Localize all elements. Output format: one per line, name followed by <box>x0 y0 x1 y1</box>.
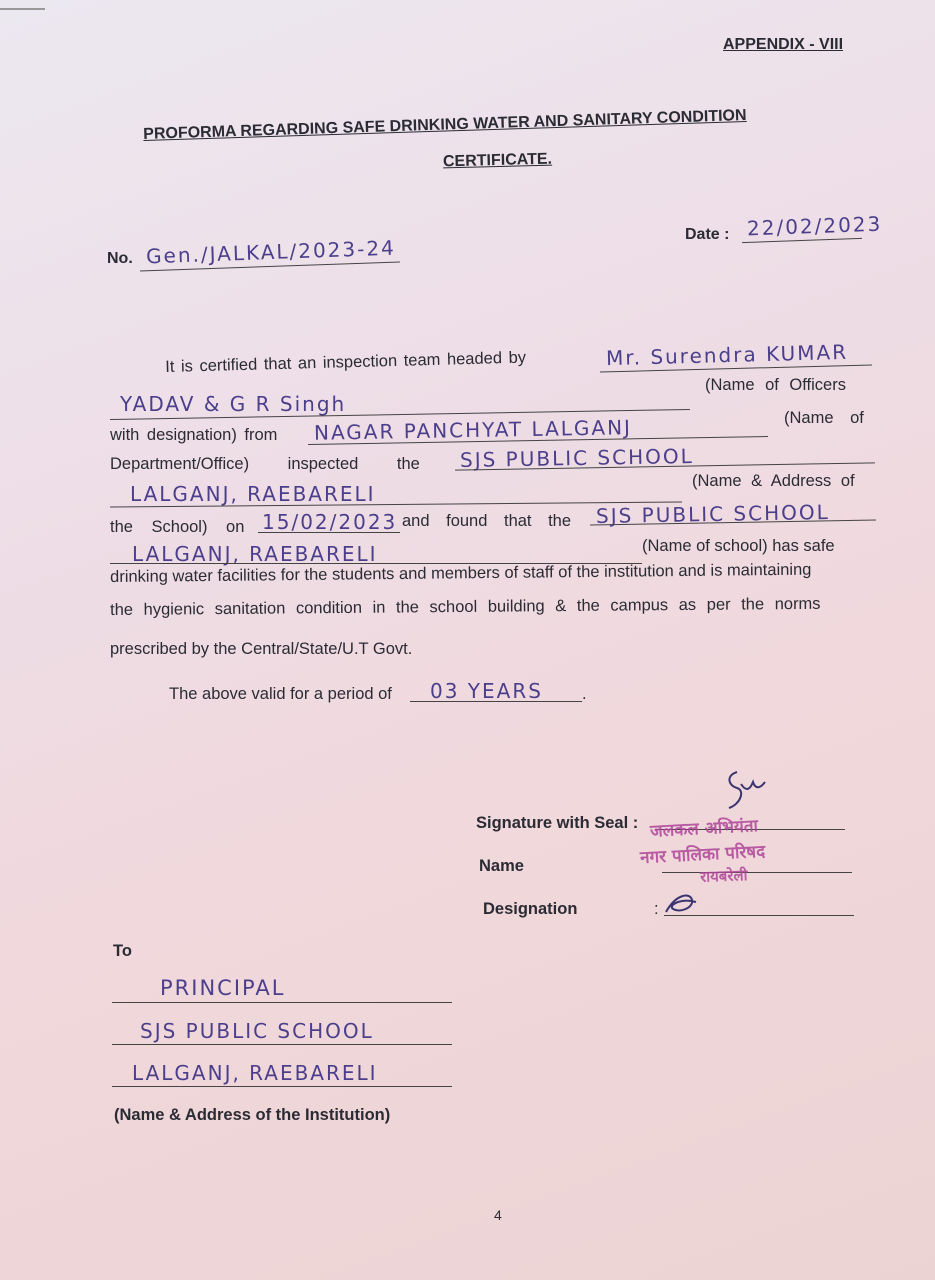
signature-scribble <box>715 768 775 818</box>
to-underline-3 <box>112 1086 452 1087</box>
body-text-11: the hygienic sanitation condition in the school building & the campus as per the norms <box>110 594 821 619</box>
designation-underline <box>664 915 854 916</box>
valid-underline <box>410 701 582 702</box>
officer-line-2: YADAV & G R Singh <box>120 392 347 416</box>
valid-label: The above valid for a period of <box>169 685 392 703</box>
body-text-3: with designation) from <box>110 426 278 444</box>
valid-value: 03 YEARS <box>430 679 543 703</box>
seal-line-3: रायबरेली <box>699 866 748 886</box>
appendix-label: APPENDIX - VIII <box>723 36 844 53</box>
body-text-5: Department/Office) inspected the <box>110 455 420 473</box>
no-label: No. <box>107 250 133 267</box>
no-value: Gen./JALKAL/2023-24 <box>145 235 397 269</box>
school-name-value-1: SJS PUBLIC SCHOOL <box>595 499 830 529</box>
page-number: 4 <box>494 1207 502 1223</box>
to-underline-1 <box>112 1002 452 1003</box>
inspection-date-underline <box>258 532 400 533</box>
body-text-4: (Name of <box>784 409 864 427</box>
title-line-1: PROFORMA REGARDING SAFE DRINKING WATER AND SANITARY CONDITION <box>143 107 747 143</box>
name-underline <box>662 872 852 873</box>
body-text-7: the School) on <box>110 518 245 536</box>
to-line-3: LALGANJ, RAEBARELI <box>132 1061 378 1085</box>
officer-line-1: Mr. Surendra KUMAR <box>605 339 849 371</box>
seal-line-2: नगर पालिका परिषद <box>639 841 766 869</box>
body-text-9: (Name of school) has safe <box>642 537 835 555</box>
signature-label: Signature with Seal : <box>476 814 639 832</box>
body-text-10: drinking water facilities for the students and members of staff of the institution and is maintaining <box>110 560 812 586</box>
school-value-2: LALGANJ, RAEBARELI <box>130 482 376 506</box>
body-text-1: It is certified that an inspection team headed by <box>165 348 527 376</box>
date-value: 22/02/2023 <box>746 211 883 241</box>
body-text-6: (Name & Address of <box>692 472 855 490</box>
to-label: To <box>113 942 132 960</box>
designation-label: Designation <box>483 900 578 918</box>
to-line-1: PRINCIPAL <box>160 976 286 1000</box>
to-line-2: SJS PUBLIC SCHOOL <box>140 1019 374 1043</box>
to-underline-2 <box>112 1044 452 1045</box>
body-text-2: (Name of Officers <box>705 376 846 394</box>
designation-colon: : <box>654 900 659 918</box>
school-name-value-2: LALGANJ, RAEBARELI <box>132 542 378 566</box>
seal-line-1: जलकल अभियंता <box>649 816 759 842</box>
body-text-12: prescribed by the Central/State/U.T Govt. <box>110 640 413 658</box>
date-label: Date : <box>685 226 730 243</box>
body-text-8: and found that the <box>402 512 572 530</box>
scan-mark <box>0 0 45 10</box>
valid-end: . <box>582 685 587 703</box>
inspection-date: 15/02/2023 <box>262 510 398 534</box>
name-label: Name <box>479 857 524 875</box>
school-value-1: SJS PUBLIC SCHOOL <box>459 443 694 473</box>
institution-caption: (Name & Address of the Institution) <box>114 1106 391 1124</box>
title-line-2: CERTIFICATE. <box>442 150 553 171</box>
department-value: NAGAR PANCHYAT LALGANJ <box>313 415 633 445</box>
